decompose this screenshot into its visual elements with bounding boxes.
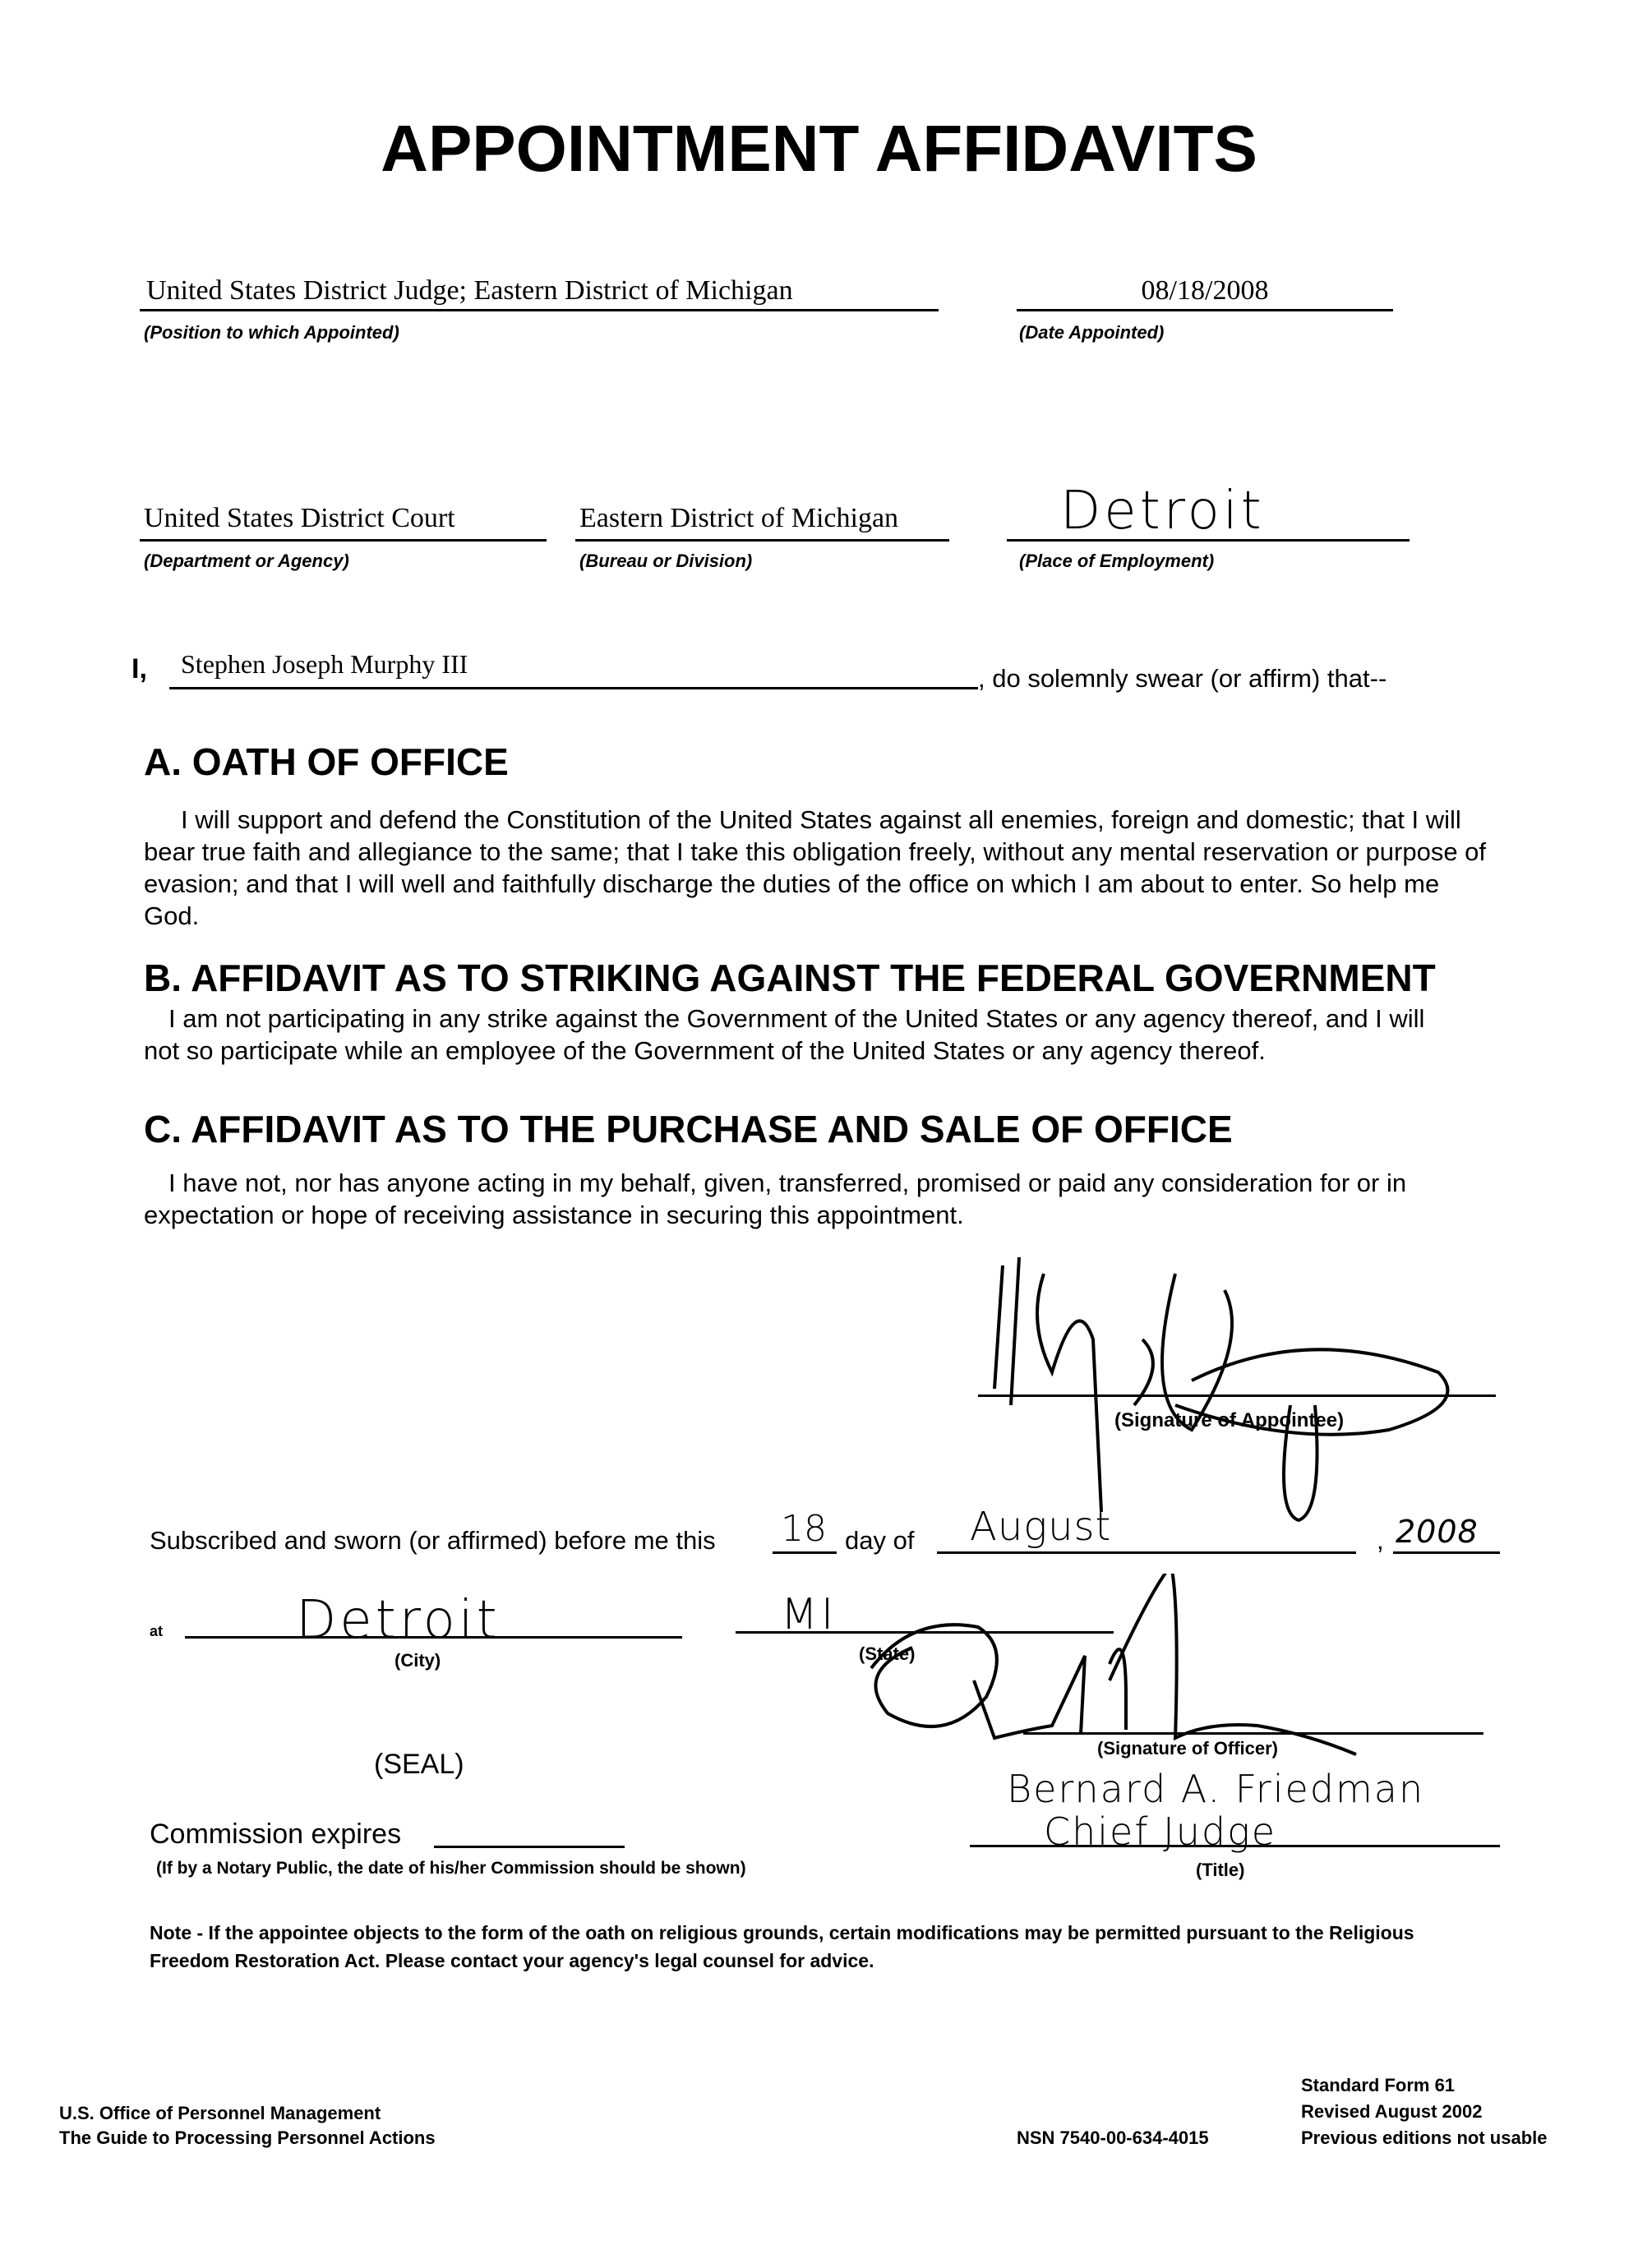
month-line [937, 1551, 1356, 1554]
place-caption: (Place of Employment) [1019, 551, 1215, 571]
section-b-heading: B. AFFIDAVIT AS TO STRIKING AGAINST THE FEDERAL GOVERNMENT [144, 957, 1436, 999]
commission-label: Commission expires [150, 1819, 402, 1850]
section-a-text: I will support and defend the Constitution of the United States against all enemies, foreign and domestic; that I will bear true faith and allegiance to the same; that I take this obligation freely, without any mental reservation or purpose of evasion; and that I will well and faithfully discharge the duties of the office on which I am about to enter. So help me God. [144, 805, 1487, 930]
sworn-state: MI [781, 1590, 837, 1639]
sworn-year: 2008 [1396, 1514, 1479, 1550]
date-caption: (Date Appointed) [1019, 322, 1165, 343]
place-field: Detroit [1060, 481, 1265, 542]
seal-label: (SEAL) [374, 1749, 464, 1780]
section-c-heading: C. AFFIDAVIT AS TO THE PURCHASE AND SALE OF OFFICE [144, 1108, 1233, 1150]
department-field: United States District Court [144, 503, 455, 533]
appointee-signature [978, 1241, 1504, 1537]
officer-signature-caption: (Signature of Officer) [1097, 1738, 1279, 1759]
position-line [140, 309, 939, 311]
religious-note: Note - If the appointee objects to the form of the oath on religious grounds, certain modifications may be permitted pursuant to the Religious Freedom Restoration Act. Please contact your agency's legal counsel for advice. [150, 1922, 1414, 1971]
at-label: at [150, 1623, 164, 1639]
department-line [140, 539, 547, 542]
bureau-caption: (Bureau or Division) [579, 551, 753, 571]
officer-title: Chief Judge [1044, 1809, 1276, 1854]
swear-suffix: , do solemnly swear (or affirm) that-- [978, 664, 1387, 693]
sworn-month: August [970, 1504, 1112, 1550]
title-line [970, 1845, 1500, 1847]
position-caption: (Position to which Appointed) [144, 322, 399, 343]
city-line [185, 1636, 682, 1639]
appointee-signature-line [978, 1394, 1496, 1397]
sworn-comma: , [1377, 1526, 1384, 1555]
section-a-heading: A. OATH OF OFFICE [144, 740, 509, 783]
bureau-line [575, 539, 949, 542]
title-caption: (Title) [1196, 1860, 1245, 1880]
department-caption: (Department or Agency) [144, 551, 349, 571]
footer-previous-editions: Previous editions not usable [1301, 2127, 1548, 2148]
footer-nsn: NSN 7540-00-634-4015 [1017, 2127, 1209, 2148]
sworn-day: 18 [781, 1508, 827, 1550]
date-appointed-field: 08/18/2008 [1141, 275, 1269, 306]
appointee-name-field: Stephen Joseph Murphy III [181, 649, 468, 679]
year-line [1393, 1551, 1500, 1554]
footer-guide: The Guide to Processing Personnel Actions [59, 2127, 436, 2148]
commission-line [434, 1846, 625, 1848]
sworn-city: Detroit [296, 1590, 501, 1651]
state-caption: (State) [859, 1643, 916, 1664]
footer-opm: U.S. Office of Personnel Management [59, 2103, 381, 2123]
footer-revised: Revised August 2002 [1301, 2101, 1483, 2122]
officer-name: Bernard A. Friedman [1007, 1767, 1425, 1811]
section-b-text: I am not participating in any strike against the Government of the United States or any agency thereof, and I will not so participate while an employee of the Government of the United States or any agency thereof. [144, 1004, 1425, 1065]
day-line [773, 1551, 837, 1554]
sworn-prefix: Subscribed and sworn (or affirmed) before me this [150, 1526, 716, 1555]
swear-prefix: I, [132, 653, 147, 685]
place-line [1007, 539, 1410, 542]
commission-note: (If by a Notary Public, the date of his/her Commission should be shown) [156, 1859, 746, 1878]
officer-signature-line [1023, 1732, 1483, 1735]
city-caption: (City) [395, 1650, 441, 1671]
date-line [1017, 309, 1393, 311]
footer-form-number: Standard Form 61 [1301, 2075, 1456, 2095]
day-label: day of [845, 1526, 915, 1555]
bureau-field: Eastern District of Michigan [579, 503, 899, 533]
section-c-text: I have not, nor has anyone acting in my behalf, given, transferred, promised or paid any consideration for or in expectation or hope of receiving assistance in securing this appointment. [144, 1169, 1407, 1229]
name-line [169, 687, 978, 689]
page-title: APPOINTMENT AFFIDAVITS [381, 112, 1257, 185]
appointee-signature-caption: (Signature of Appointee) [1114, 1409, 1345, 1431]
position-field: United States District Judge; Eastern District of Michigan [146, 275, 793, 306]
